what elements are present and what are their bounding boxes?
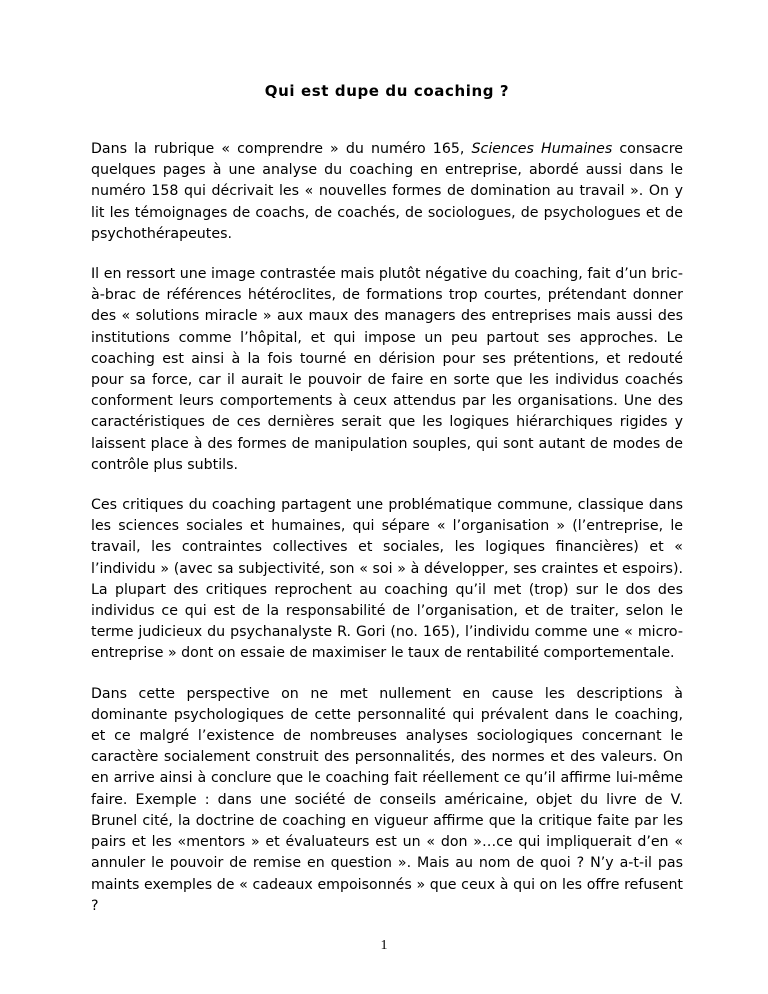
paragraph-2: Il en ressort une image contrastée mais plutôt négative du coaching, fait d’un bric-à-brac de références hétéroclites, de formations trop courtes, prétendant donner des « solutions miracle » aux maux des managers des entreprises mais aussi des institutions comme l’hôpital, et qui impose un peu partout ses approches. Le coaching est ainsi à la fois tourné en dérision pour ses prétentions, et redouté pour sa force, car il aurait le pouvoir de faire en sorte que les individus coachés conforment leurs comportements à ceux attendus par les organisations. Une des caractéristiques de ces dernières serait que les logiques hiérarchiques rigides y laissent place à des formes de manipulation souples, qui sont autant de modes de contrôle plus subtils. bbox=[91, 266, 683, 473]
document-page bbox=[91, 80, 683, 936]
paragraph-1-text-end: consacre quelques pages à une analyse du coaching en entreprise, abordé aussi dans le numéro 158 qui décrivait les « nouvelles formes de domination au travail ». On y lit les témoignages de coachs, de coachés, de sociologues, de psychologues et de psychothérapeutes. bbox=[91, 141, 683, 242]
paragraph-1-text-start: Dans la rubrique « comprendre » du numéro 165, bbox=[91, 141, 472, 157]
paragraph-4: Dans cette perspective on ne met nullement en cause les descriptions à dominante psychologiques de cette personnalité qui prévalent dans le coaching, et ce malgré l’existence de nombreuses analyses sociologiques concernant le caractère socialement construit des personnalités, des normes et des valeurs. On en arrive ainsi à conclure que le coaching fait réellement ce qu’il affirme lui-même faire. Exemple : dans une société de conseils américaine, objet du livre de V. Brunel cité, la doctrine de coaching en vigueur affirme que la critique faite par les pairs et les «mentors » et évaluateurs est un « don »…ce qui impliquerait d’en « annuler le pouvoir de remise en question ». Mais au nom de quoi ? N’y a-t-il pas maints exemples de « cadeaux empoisonnés » que ceux à qui on les offre refusent ? bbox=[91, 685, 683, 914]
paragraph-1 bbox=[91, 139, 683, 245]
page-number: 1 bbox=[380, 938, 388, 953]
magazine-title: Sciences Humaines bbox=[471, 141, 613, 157]
document-title: Qui est dupe du coaching ? bbox=[264, 82, 510, 100]
paragraph-3: Ces critiques du coaching partagent une problématique commune, classique dans les sciences sociales et humaines, qui sépare « l’organisation » (l’entreprise, le travail, les contraintes collectives et sociales, les logiques financières) et « l’individu » (avec sa subjectivité, son « soi » à développer, ses craintes et espoirs). La plupart des critiques reprochent au coaching qu’il met (trop) sur le dos des individus ce qui est de la responsabilité de l’organisation, et de traiter, selon le terme judicieux du psychanalyste R. Gori (no. 165), l’individu comme une « micro-entreprise » dont on essaie de maximiser le taux de rentabilité comportementale. bbox=[91, 497, 683, 662]
